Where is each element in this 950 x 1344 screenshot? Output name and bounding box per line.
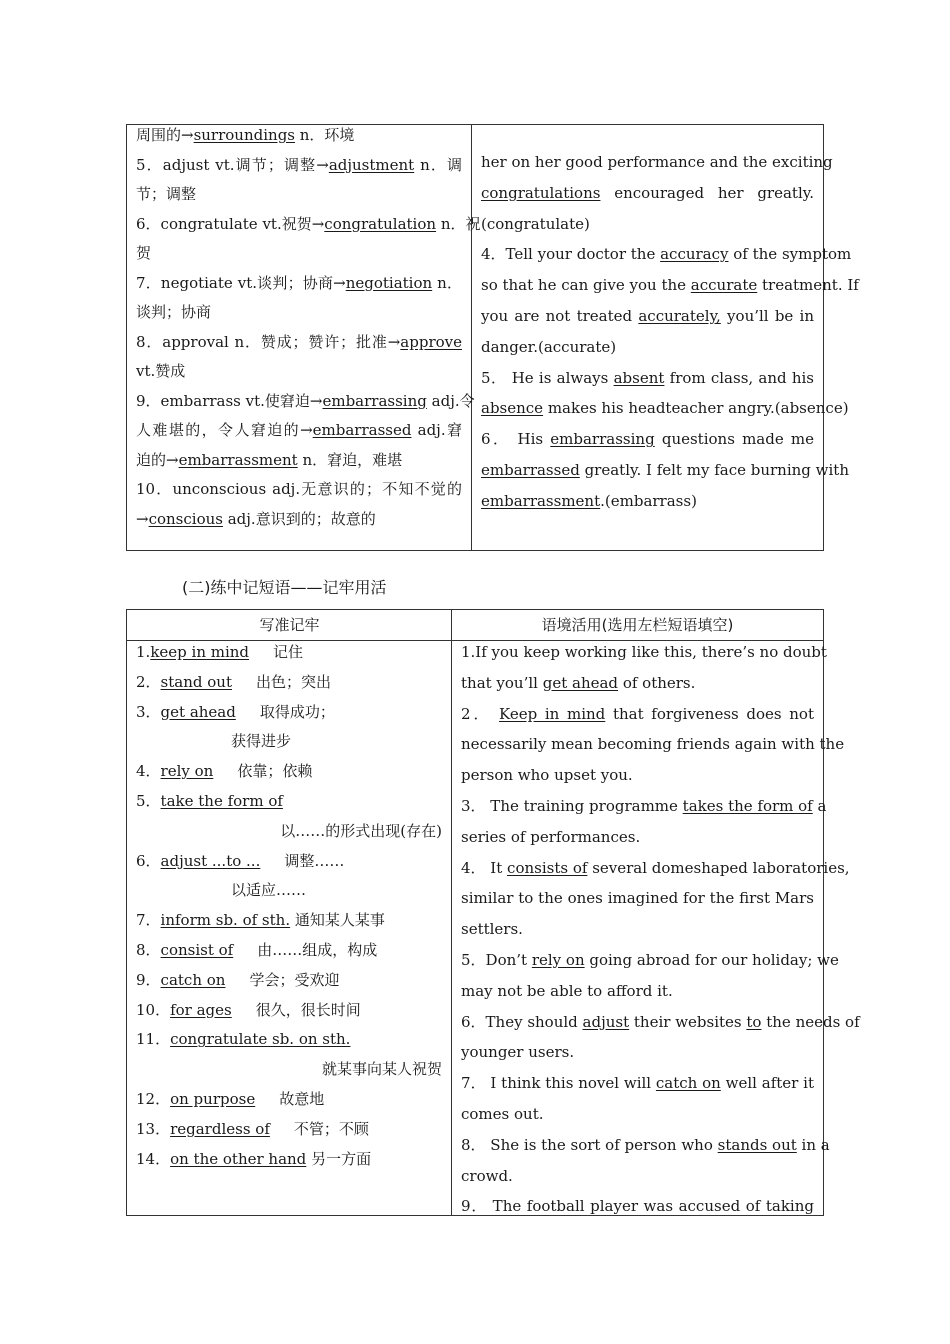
text-run: 2． [461,704,500,723]
answer-blank: rely on [531,951,585,969]
answer-blank: embarrassing [550,430,655,449]
text-run: makes his headteacher angry.(absence) [543,399,849,418]
answer-blank: absent [613,368,665,387]
text-run: 由……组成，构成 [257,941,378,959]
phrase-right-line [461,826,814,848]
vocab-right-line [481,182,814,204]
phrase-left-line [136,671,442,693]
answer-blank: embarrassment [178,450,298,469]
vocab-left-line [136,508,462,530]
text-run: vt.赞成 [136,362,186,380]
text-run: 贺 [136,244,152,262]
phrase-right-line [461,672,814,694]
text-run: person who upset you. [461,766,633,785]
text-run: 6． His [481,430,551,449]
text-run: 4． It [461,858,508,877]
text-run: 1.If you keep working like this, there’s no doubt [461,643,827,661]
vocab-left-line [136,331,462,353]
text-run: n．调 [414,155,462,174]
text-run: 7．negotiate vt.谈判；协商→ [136,273,346,292]
text-run: going abroad for our holiday; we [584,951,839,969]
text-run: 很久，很长时间 [255,1000,361,1019]
text-run: danger.(accurate) [481,337,617,356]
text-run: may not be able to afford it. [461,981,673,1000]
phrase-right-line [461,1011,860,1033]
phrase-left-line [136,730,442,752]
answer-blank: stands out [717,1135,797,1154]
text-run: her on her good performance and the exciting [481,153,833,171]
answer-blank: stand out [160,672,232,691]
text-run: 5．Don’t [461,951,532,969]
text-run: greatly. I felt my face burning with [579,461,849,479]
text-run: younger users. [461,1043,575,1062]
answer-blank: takes the form of [682,797,813,815]
text-run: so that he can give you the [481,276,691,295]
answer-blank: approve [400,332,462,351]
text-run: 10． [136,1000,171,1019]
vocab-left-column [127,125,481,550]
text-run: 9．embarrass vt.使窘迫→ [136,391,323,410]
vocab-left-line [136,242,462,264]
answer-blank: for ages [170,1000,232,1019]
vocab-left-line [136,213,481,235]
text-run: treatment. If [757,276,859,295]
answer-blank: get ahead [542,673,619,692]
answer-blank: conscious [148,509,223,528]
phrase-left-line [136,879,442,901]
vocab-right-line [481,490,814,512]
text-run: 学会；受欢迎 [249,970,340,989]
text-run: questions made me [654,430,814,449]
text-run: necessarily mean becoming friends again with the [461,735,845,754]
text-run: settlers. [461,920,523,939]
vocab-right-column [472,125,859,550]
vocab-left-line [136,360,462,382]
text-run: the needs of [761,1012,860,1031]
answer-blank: embarrassing [322,391,427,410]
text-run: 5． [136,792,161,810]
phrase-right-line [461,703,814,725]
header-left: 写准记牢 [259,616,320,634]
text-run: n．环境 [295,126,355,144]
text-run: 7． I think this novel will [461,1074,656,1093]
phrase-left-line [136,790,442,812]
text-run: several domeshaped laboratories, [587,858,850,877]
answer-blank: consist of [160,941,234,959]
text-run: in a [796,1135,830,1154]
answer-blank: embarrassed [481,461,580,479]
text-run: 调整…… [284,851,345,870]
vocab-left-line [136,124,462,146]
text-run: series of performances. [461,827,641,846]
text-run: → [136,509,149,528]
answer-blank: on the other hand [170,1149,307,1168]
text-run: their websites [629,1012,747,1031]
phrase-right-line [461,949,839,971]
vocab-right-line [481,305,814,327]
phrase-left-line [136,850,442,872]
text-run: 以适应…… [231,881,307,900]
phrase-right-line [461,795,827,817]
phrase-left-line [136,820,442,842]
answer-blank: keep in mind [150,643,250,661]
text-run: 14． [136,1149,171,1168]
answer-blank: Keep in mind [499,704,606,723]
text-run: 不管；不顾 [293,1119,369,1138]
text-run: 另一方面 [306,1149,372,1168]
phrase-left-line [136,909,442,931]
phrase-left-line [136,1058,442,1080]
vocab-left-line [136,154,462,176]
phrase-left-line [136,701,442,723]
text-run: n．祝 [436,214,481,233]
text-run: 节；调整 [136,185,197,203]
text-run: 人难堪的，令人窘迫的→ [136,421,313,439]
phrase-right-line [461,980,814,1002]
text-run: 3． The training programme [461,797,683,815]
text-run: 7． [136,911,161,930]
text-run: of others. [618,673,696,692]
text-run: 2． [136,672,161,691]
answer-blank: on purpose [170,1090,256,1108]
text-run: 6． [136,851,161,870]
answer-blank: absence [481,399,544,418]
vocab-right-line [481,274,859,296]
text-run: 依靠；依赖 [237,762,313,781]
answer-blank: rely on [160,762,214,781]
phrase-left-column [127,610,452,1215]
phrase-right-line [461,641,827,663]
phrase-right-column [452,610,860,1216]
vocab-left-line [136,390,475,412]
phrase-table [126,609,860,1216]
text-run: comes out. [461,1105,544,1123]
text-run: 谈判；协商 [136,303,212,321]
text-run: n． [432,273,462,292]
vocab-right-line [481,243,852,265]
text-run: you’ll be in [720,307,814,325]
phrase-left-line [136,999,442,1021]
vocab-right-line [481,336,814,358]
text-run: 8． She is the sort of person who [461,1135,718,1154]
vocab-right-line [481,213,814,235]
answer-blank: adjust [582,1012,630,1031]
vocab-left-line [136,419,462,441]
answer-blank: take the form of [160,792,283,810]
answer-blank: congratulate sb. on sth. [170,1030,351,1049]
phrase-right-line [461,1134,830,1156]
vocab-left-line [136,183,462,205]
answer-blank: embarrassment [481,491,601,510]
phrase-right-line [461,1103,814,1125]
section-heading: (二)练中记短语——记牢用活 [182,578,387,597]
text-run: 记住 [273,643,304,661]
text-run: you are not treated [481,307,639,325]
vocab-right-line [481,151,833,173]
answer-blank: accurate [690,276,758,295]
text-run: n．窘迫，难堪 [297,450,403,469]
answer-blank: inform sb. of sth. [160,911,291,930]
vocab-table [126,124,859,551]
answer-blank: congratulations [481,183,601,202]
phrase-left-line [136,939,442,961]
vocab-right-line [481,459,849,481]
answer-blank: embarrassed [312,421,412,439]
phrase-left-line [136,641,442,663]
phrase-right-line [461,857,850,879]
text-run: 就某事向某人祝贺 [321,1060,442,1079]
answer-blank: adjustment [328,155,415,174]
phrase-right-line [461,733,845,755]
answer-blank: catch on [655,1074,721,1093]
phrase-right-line [461,1195,814,1217]
header-right: 语境活用(选用左栏短语填空) [541,616,734,634]
phrase-right-line [461,918,814,940]
text-run: 1. [136,643,151,661]
text-run: well after it [720,1074,814,1093]
answer-blank: consists of [507,858,588,877]
text-run: adj.意识到的；故意的 [222,509,376,528]
text-run: .(embarrass) [600,491,697,510]
phrase-right-line [461,1041,814,1063]
vocab-left-line [136,449,462,471]
answer-blank: regardless of [170,1119,270,1138]
answer-blank: congratulation [324,214,437,233]
text-run: 6．They should [461,1012,583,1031]
phrase-right-line [461,887,814,909]
text-run: that you’ll [461,673,543,692]
vocab-left-line [136,478,462,500]
text-run: 取得成功； [259,702,335,721]
answer-blank: accurately, [638,307,721,325]
phrase-right-line [461,1072,814,1094]
text-run: 13． [136,1119,171,1138]
answer-blank: adjust ...to ... [160,851,261,870]
text-run: 6．congratulate vt.祝贺→ [136,214,325,233]
phrase-right-line [461,1165,814,1187]
phrase-left-line [136,1118,442,1140]
text-run: adj.令 [426,391,475,410]
phrase-left-line [136,1088,442,1110]
text-run: adj.窘 [411,421,462,439]
text-run: 5．adjust vt.调节；调整→ [136,155,329,174]
answer-blank: catch on [160,970,226,989]
text-run: encouraged her greatly. [600,183,814,202]
text-run: that forgiveness does not [605,704,814,723]
text-run: 5． He is always [481,368,614,387]
text-run: 9． The football player was accused of taking [461,1197,814,1216]
text-run: 4． [136,762,161,781]
text-run: of the symptom [728,245,852,264]
phrase-left-line [136,969,442,991]
phrase-left-line [136,1148,442,1170]
answer-blank: negotiation [345,273,433,292]
text-run: crowd. [461,1166,513,1185]
text-run: 4．Tell your doctor the [481,245,661,264]
phrase-left-line [136,760,442,782]
text-run: 11． [136,1030,171,1049]
text-run: 以……的形式出现(存在) [280,821,442,840]
text-run: (congratulate) [481,214,590,233]
text-run: 3． [136,702,161,721]
vocab-right-line [481,397,849,419]
text-run: 周围的→ [136,126,194,144]
phrase-right-line [461,764,814,786]
text-run: 12． [136,1090,171,1108]
text-run: 获得进步 [231,732,292,751]
text-run: 迫的→ [136,450,179,469]
text-run: from class, and his [664,368,815,387]
text-run: 10．unconscious adj.无意识的；不知不觉的 [136,480,462,498]
vocab-left-line [136,272,462,294]
vocab-right-line [481,367,814,389]
text-run: 故意地 [279,1090,325,1108]
text-run: 通知某人某事 [290,911,385,930]
text-run: a [812,797,827,815]
text-run: 出色；突出 [255,672,331,691]
vocab-left-line [136,301,462,323]
text-run: similar to the ones imagined for the first Mars [461,889,814,908]
text-run: 8．approval n．赞成；赞许；批准→ [136,332,401,351]
vocab-right-line [481,428,814,450]
text-run: 9． [136,970,161,989]
answer-blank: surroundings [193,126,295,144]
answer-blank: to [746,1012,762,1031]
answer-blank: accuracy [660,245,729,264]
phrase-left-line [136,1028,442,1050]
text-run: 8． [136,941,161,959]
answer-blank: get ahead [160,702,236,721]
